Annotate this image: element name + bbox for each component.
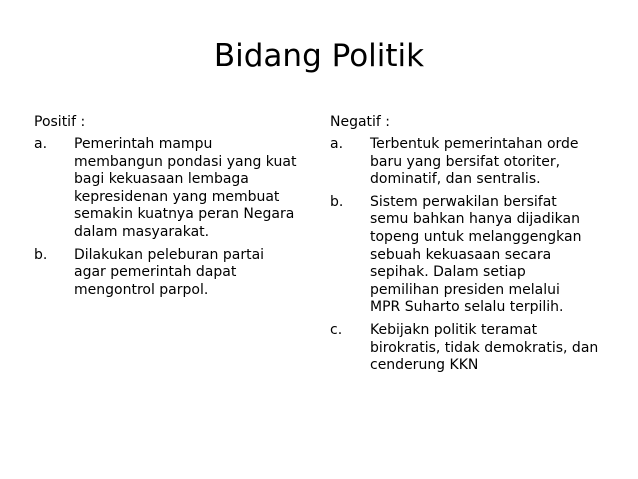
list-item-text: Sistem perwakilan bersifat semu bahkan hanya dijadikan topeng untuk melanggengkan sebuah kekuasaan secara sepihak. Dalam setiap pemilihan presiden melalui MPR Suharto selalu terpilih. bbox=[370, 193, 582, 316]
slide-title: Bidang Politik bbox=[213, 38, 425, 74]
list-item-text: Dilakukan peleburan partai agar pemerintah dapat mengontrol parpol. bbox=[74, 246, 265, 298]
negatif-item-c bbox=[330, 322, 615, 375]
positif-heading: Positif : bbox=[34, 114, 86, 130]
list-marker: b. bbox=[330, 193, 344, 210]
list-marker: a. bbox=[34, 136, 48, 152]
negatif-item-b bbox=[330, 194, 615, 317]
positif-column bbox=[34, 114, 304, 304]
positif-item-b bbox=[34, 247, 304, 300]
list-marker: b. bbox=[34, 246, 48, 263]
list-item-text: Kebijakn politik teramat birokratis, tidak demokratis, dan cenderung KKN bbox=[370, 321, 599, 374]
positif-item-a bbox=[34, 136, 304, 242]
negatif-column bbox=[330, 114, 615, 380]
list-marker: c. bbox=[330, 321, 343, 338]
list-item-text: Pemerintah mampu membangun pondasi yang kuat bagi kekuasaan lembaga kepresidenan yang membuat semakin kuatnya peran Negara dalam masyarakat. bbox=[74, 136, 297, 240]
list-item-text: Terbentuk pemerintahan orde baru yang bersifat otoriter, dominatif, dan sentralis. bbox=[370, 136, 579, 188]
list-marker: a. bbox=[330, 136, 344, 152]
negatif-item-a bbox=[330, 136, 615, 189]
negatif-heading: Negatif : bbox=[330, 114, 391, 130]
